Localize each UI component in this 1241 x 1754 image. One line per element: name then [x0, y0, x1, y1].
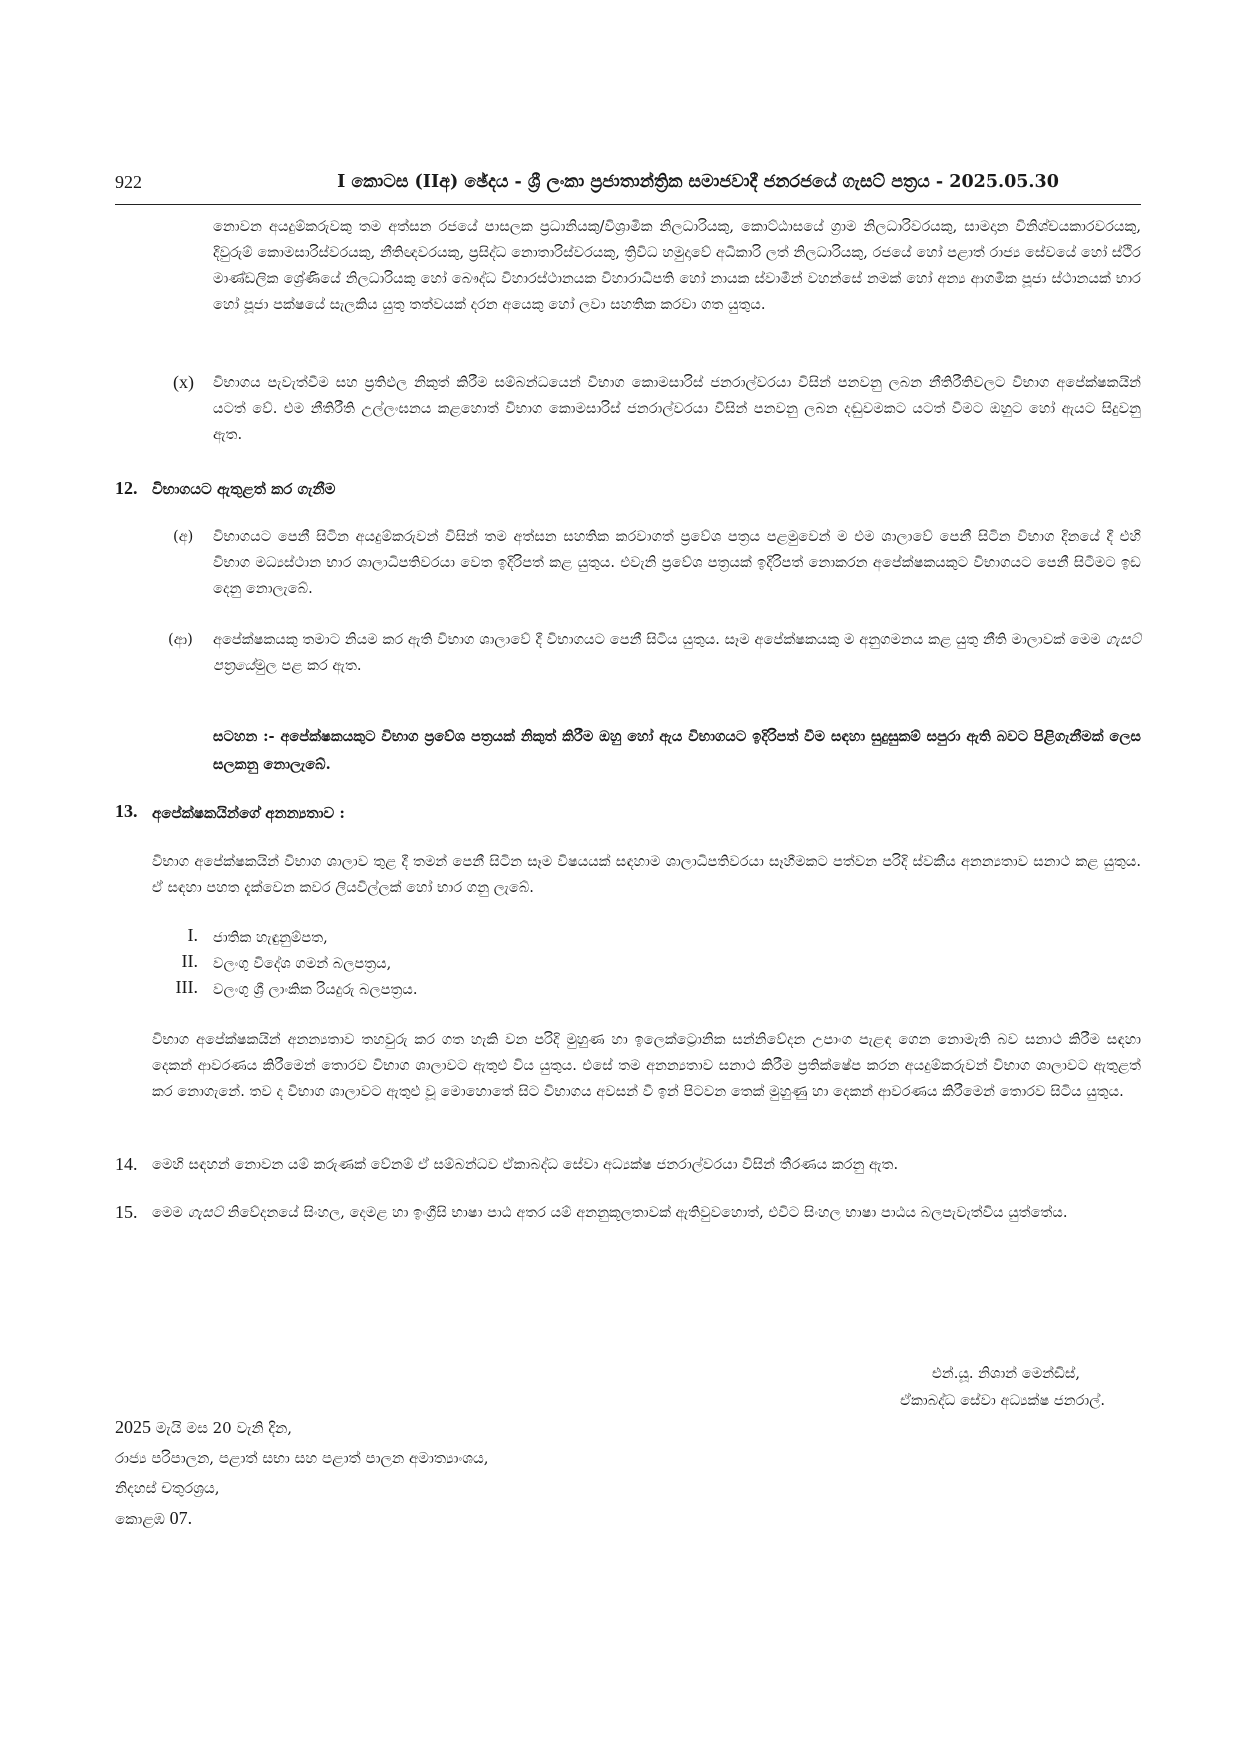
footer-date: 2025 මැයි මස 20 වැනි දින, [115, 1417, 293, 1437]
item-a-text: විභාගයට පෙනී සිටින අයදුම්කරුවන් විසින් තම අත්සන සහතික කරවාගත් ප්‍රවේශ පත්‍රය පළමුවෙන් ම එම ශාලාවේ පෙනී සිටින විභාග දිනයේ දී එහි විභාග මධ්‍යස්ථාන භාර ශාලාධිපතිවරයා වෙත ඉදිරිපත් කළ යුතුය. එවැනි ප්‍රවේශ පත්‍රයක් ඉදිරිපත් නොකරන අපේක්ෂකයකුට විභාගයට පෙනී සිටීමට ඉඩ දෙනු නොලැබේ. [213, 528, 1141, 597]
page-header [115, 172, 1141, 202]
section-14-number: 14. [115, 1154, 138, 1174]
list-item-text: වලංගු ශ්‍රී ලාංකික රියදුරු බලපත්‍රය. [213, 981, 418, 998]
signatory-title: ඒකාබද්ධ සේවා අධ්‍යක්ෂ ජනරාල්. [900, 1392, 1105, 1409]
item-a-label: (අ) [173, 528, 194, 545]
header-title: I කොටස (IIඅ) ඡේදය - ශ්‍රී ලංකා ප්‍රජාතාන්ත්‍රික සමාජවාදී ජනරජයේ ගැසට් පත්‍රය - 2025.05.30 [337, 172, 1059, 192]
item-x-text: විභාගය පැවැත්වීම සහ ප්‍රතිඵල නිකුත් කිරීම සම්බන්ධයෙන් විභාග කොමසාරිස් ජනරාල්වරයා විසින් පනවනු ලබන නීතිරීතිවලට විභාග අපේක්ෂකයින් යටත් වේ. එම නීතිරීති උල්ලංඝනය කළහොත් විභාග කොමසාරිස් ජනරාල්වරයා විසින් පනවනු ලබන දඬුවමකට යටත් වීමට ඔහුට හෝ ඇයට සිදුවනු ඇත. [213, 374, 1141, 443]
list-item-numeral: II. [181, 951, 198, 971]
section-12-note: සටහන :- අපේක්ෂකයකුට විභාග ප්‍රවේශ පත්‍රයක් නිකුත් කිරීම ඔහු හෝ ඇය විභාගයට ඉදිරිපත් වීම සඳහා සුදුසුකම් සපුරා ඇති බවට පිළිගැනීමක් ලෙස සලකනු නොලැබේ. [213, 728, 1141, 773]
section-13-heading: අපේක්ෂකයින්ගේ අනන්‍යතාව : [152, 804, 345, 822]
section-13-paragraph-2: විභාග අපේක්ෂකයින් අනන්‍යතාව තහවුරු කර ගත හැකි වන පරිදි මුහුණ හා ඉලෙක්ට්‍රොනික සන්නිවේදන උපාංග පැළඳ ගෙන නොමැති බව සනාථ කිරීම සඳහා දෙකන් ආවරණය කිරීමෙන් තොරව විභාග ශාලාවට ඇතුළු විය යුතුය. එසේ තම අනන්‍යතාව සනාථ කිරීම ප්‍රතික්ෂේප කරන අයදුම්කරුවන් විභාග ශාලාවට ඇතුළත් කර නොගැනේ. තව ද විභාග ශාලාවට ඇතුළු වූ මොහොතේ සිට විභාගය අවසන් වී ඉන් පිටවන තෙක් මුහුණු හා දෙකන් ආවරණය කිරීමෙන් තොරව සිටිය යුතුය. [152, 1031, 1141, 1100]
footer-city: කොළඹ 07. [115, 1508, 193, 1528]
section-12-heading: විභාගයට ඇතුළත් කර ගැනීම [152, 480, 336, 498]
list-item-text: වලංගු විදේශ ගමන් බලපත්‍රය, [213, 955, 392, 972]
signatory-name: එන්.යූ. නිශාන් මෙන්ඩිස්, [932, 1365, 1080, 1382]
item-aa-label: (ආ) [168, 631, 193, 648]
item-aa-text: අපේක්ෂකයකු තමාට නියම කර ඇති විභාග ශාලාවේ දී විභාගයට පෙනී සිටිය යුතුය. සෑම අපේක්ෂකයකු ම අනුගමනය කළ යුතු නීති මාලාවක් මෙම ගැසට් පත්‍රයේමුල පළ කර ඇත. [213, 631, 1141, 674]
page-number: 922 [115, 172, 142, 192]
header-rule [115, 204, 1141, 205]
item-x-label: (x) [173, 372, 194, 392]
list-item-numeral: I. [187, 925, 198, 945]
section-15-text: මෙම ගැසට් නිවේදනයේ සිංහල, දෙමළ හා ඉංග්‍රීසි භාෂා පාඨ අතර යම් අනනුකූලතාවක් ඇතිවුවහොත්, එවිට සිංහල භාෂා පාඨය බලපැවැත්විය යුත්තේය. [152, 1204, 1068, 1221]
list-item-numeral: III. [175, 977, 198, 997]
section-13-paragraph-1: විභාග අපේක්ෂකයින් විභාග ශාලාව තුළ දී තමන් පෙනී සිටින සෑම විෂයයක් සඳහාම ශාලාධිපතිවරයා සෑහීමකට පත්වන පරිදි ස්වකීය අනන්‍යතාව සනාථ කළ යුතුය. ඒ සඳහා පහත දැක්වෙන කවර ලියවිල්ලක් හෝ භාර ගනු ලැබේ. [152, 853, 1141, 896]
footer-address: නිදහස් චතුරශ්‍රය, [115, 1479, 220, 1497]
footer-ministry: රාජ්‍ය පරිපාලන, පළාත් සභා සහ පළාත් පාලන අමාත්‍යාංශය, [115, 1449, 489, 1467]
list-item-text: ජාතික හැඳුනුම්පත, [213, 929, 328, 946]
section-12-number: 12. [115, 478, 138, 498]
section-14-text: මෙහි සඳහන් නොවන යම් කරුණක් වේනම් ඒ සම්බන්ධව ඒකාබද්ධ සේවා අධ්‍යක්ෂ ජනරාල්වරයා විසින් තීරණය කරනු ඇත. [152, 1156, 899, 1173]
intro-paragraph: නොවන අයදුම්කරුවකු තම අත්සන රජයේ පාසලක ප්‍රධානියකු/විශ්‍රාමික නිලධාරියකු, කොට්ඨාසයේ ග්‍රාම නිලධාරිවරයකු, සාමදාන විනිශ්චයකාරවරයකු, දිවුරුම් කොමසාරිස්වරයකු, නීතිඥවරයකු, ප්‍රසිද්ධ නොතාරිස්වරයකු, ත්‍රිවිධ හමුදාවේ අධිකාරි ලත් නිලධාරියකු, රජයේ හෝ පළාත් රාජ්‍ය සේවයේ හෝ ස්ථිර මාණ්ඩලික ශ්‍රේණියේ නිලධාරියකු හෝ බෞද්ධ විහාරස්ථානයක විහාරාධිපති හෝ නායක ස්වාමීන් වහන්සේ නමක් හෝ අන්‍ය ආගමික පූජා ස්ථානයක් භාර හෝ පූජා පක්ෂයේ සැලකිය යුතු තත්වයක් දරන අයෙකු හෝ ලවා සහතික කරවා ගත යුතුය. [213, 218, 1141, 313]
section-13-number: 13. [115, 801, 138, 821]
section-15-number: 15. [115, 1202, 138, 1222]
footer-block [115, 1412, 915, 1534]
